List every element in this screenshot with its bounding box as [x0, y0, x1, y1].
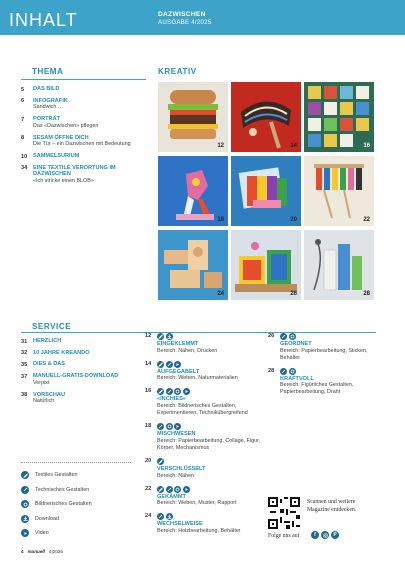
project-item[interactable]	[145, 333, 265, 355]
visual-art-icon	[21, 500, 29, 508]
toc-item[interactable]	[21, 86, 146, 93]
toc-subtitle: Sandwich …	[33, 104, 64, 111]
project-item[interactable]	[145, 423, 265, 452]
thema-list	[21, 86, 146, 190]
visual-art-icon	[289, 333, 296, 340]
project-area: Bereich: Figürliches Gestalten, Papierbearbeitung, Draht	[280, 382, 354, 396]
instagram-icon[interactable]	[321, 531, 329, 539]
textile-icon	[21, 471, 29, 479]
qr-caption: Scannen und weitere Magazine entdecken.	[307, 499, 357, 513]
project-page-number: 12	[145, 333, 152, 339]
toc-page-number: 8	[21, 135, 25, 142]
photo-paper-sculpture[interactable]	[158, 156, 228, 226]
issue-name: DAZWISCHEN	[158, 11, 206, 18]
toc-item[interactable]	[21, 350, 131, 357]
project-title: EINGEKLEMMT	[157, 341, 199, 347]
toc-title: SAMMELSURIUM	[33, 153, 80, 160]
download-icon	[166, 513, 173, 520]
photo-page-number: 12	[217, 143, 224, 149]
video-icon	[183, 388, 190, 395]
photo-woven-bands[interactable]	[304, 156, 374, 226]
toc-subtitle: Verpixt	[33, 379, 50, 386]
project-area: Bereich: Holzbearbeitung, Behälter	[157, 528, 241, 535]
follow-label: Folge uns auf	[268, 533, 300, 539]
toc-title: EINE TEXTILE VERORTUNG IM DAZWISCHEN	[33, 164, 116, 178]
issue-number: AUSGABE 4/2025	[158, 19, 212, 26]
project-title: GEKÄMMT	[157, 493, 186, 500]
photo-page-number: 20	[290, 217, 297, 223]
legend-divider	[21, 462, 131, 463]
textile-icon	[157, 333, 164, 340]
toc-page-number: 34	[21, 165, 28, 172]
category-icons	[157, 388, 265, 395]
textile-icon	[157, 486, 164, 493]
toc-title: INFOGRAFIK	[33, 97, 68, 104]
textile-icon	[157, 361, 164, 368]
project-title: AUFGEGABELT	[157, 368, 200, 375]
project-area: Bereich: Weben, Muster, Rapport	[157, 500, 237, 507]
toc-page-number: 5	[21, 86, 25, 93]
toc-page-number: 32	[21, 350, 28, 357]
toc-title: 10 JAHRE KREANDO	[33, 349, 90, 356]
toc-title: DIES & DAS	[33, 361, 66, 368]
photo-page-number: 22	[363, 217, 370, 223]
photo-page-number: 28	[363, 291, 370, 297]
legend-item	[21, 500, 131, 508]
project-area: Bereich: Bildnerisches Gestalten, Experimentieren, Technikübergreifend	[157, 403, 248, 417]
category-icons	[157, 423, 265, 430]
project-page-number: 20	[145, 457, 152, 464]
technical-icon	[166, 486, 173, 493]
icon-legend	[21, 471, 131, 544]
project-item[interactable]	[145, 388, 265, 417]
project-page-number: 16	[145, 388, 152, 395]
project-item[interactable]	[145, 361, 265, 383]
project-item[interactable]	[145, 513, 265, 535]
project-title: MISCHWESEN	[157, 431, 196, 438]
video-icon	[21, 529, 29, 537]
toc-page-number: 37	[21, 373, 28, 380]
thema-divider	[21, 79, 146, 80]
legend-label: Technisches Gestalten	[35, 486, 90, 493]
technical-icon	[166, 361, 173, 368]
photo-felt-burger[interactable]	[158, 82, 228, 152]
photo-wooden-blocks[interactable]	[158, 230, 228, 300]
project-item[interactable]	[145, 458, 265, 480]
toc-title: SESAM ÖFFNE DICH	[33, 134, 89, 141]
project-page-number: 22	[145, 485, 152, 492]
photo-page-number: 14	[290, 143, 297, 149]
video-icon	[183, 486, 190, 493]
project-list-right	[268, 333, 378, 402]
textile-icon	[157, 388, 164, 395]
footer-brand: manuell	[27, 549, 45, 554]
toc-title: DAS BILD	[33, 86, 60, 92]
issue-info	[158, 11, 211, 26]
project-area: Bereich: Papierbearbeitung, Sticken, Behälter	[280, 347, 368, 361]
download-icon	[166, 333, 173, 340]
project-title: GEORDNET	[280, 341, 312, 347]
footer-page-number: 4	[21, 549, 24, 554]
kreativ-photo-grid	[158, 82, 374, 300]
kreativ-heading: KREATIV	[158, 67, 197, 76]
toc-title: VORSCHAU	[33, 391, 66, 398]
service-heading: SERVICE	[32, 322, 72, 331]
project-area: Bereich: Weben, Naturmaterialien	[157, 375, 238, 382]
project-item[interactable]	[145, 486, 265, 508]
toc-page-number: 38	[21, 392, 28, 399]
photo-woven-fibres[interactable]	[231, 82, 301, 152]
photo-page-number: 16	[363, 143, 370, 149]
visual-art-icon	[289, 368, 296, 375]
legend-label: Textiles Gestalten	[35, 472, 78, 478]
legend-item	[21, 486, 131, 494]
textile-icon	[157, 458, 164, 465]
photo-page-number: 24	[217, 291, 224, 297]
toc-title: MANUELL-GRATIS-DOWNLOAD	[33, 373, 119, 380]
category-icons	[157, 361, 265, 368]
category-icons	[280, 368, 378, 375]
photo-colour-folders[interactable]	[231, 156, 301, 226]
project-title: KRAFTVOLL	[280, 375, 314, 382]
category-icons	[157, 458, 265, 465]
project-area: Bereich: Nähen	[157, 472, 195, 479]
qr-code[interactable]	[268, 497, 300, 529]
toc-item[interactable]	[21, 373, 131, 386]
toc-title: PORTRÄT	[33, 116, 61, 123]
toc-item[interactable]	[21, 135, 146, 148]
toc-subtitle: Die Tür – ein Dazwischen mit Bedeutung	[33, 141, 131, 148]
photo-page-number: 18	[217, 217, 224, 223]
project-title: VERSCHLÜSSELT	[157, 465, 206, 472]
toc-title: HERZLICH	[33, 338, 62, 344]
legend-label: Download	[35, 515, 59, 522]
toc-item[interactable]	[21, 361, 131, 368]
technical-icon	[157, 513, 164, 520]
visual-art-icon	[174, 388, 181, 395]
technical-icon	[21, 486, 29, 494]
technical-icon	[280, 368, 287, 375]
toc-item[interactable]	[21, 338, 131, 345]
video-icon	[174, 361, 181, 368]
project-page-number: 14	[145, 360, 152, 367]
project-area: Bereich: Papierbearbeitung, Collage, Figur, Körper, Mechanismus	[157, 437, 261, 451]
page-title: INHALT	[9, 10, 78, 30]
legend-item	[21, 471, 131, 479]
legend-label: Bildnerisches Gestalten	[35, 501, 92, 507]
toc-item[interactable]	[21, 392, 131, 405]
category-icons	[157, 513, 265, 520]
legend-label: Video	[35, 530, 49, 536]
photo-mini-stage[interactable]	[231, 230, 301, 300]
video-icon	[174, 423, 181, 430]
visual-art-icon	[166, 423, 173, 430]
toc-page-number: 7	[21, 116, 25, 123]
toc-item[interactable]	[21, 153, 146, 160]
project-title: WECHSELWEISE	[157, 521, 203, 528]
category-icons	[157, 333, 265, 340]
legend-item	[21, 515, 131, 523]
toc-page-number: 6	[21, 98, 25, 105]
thema-heading: THEMA	[32, 67, 64, 76]
footer-issue: 4|2025	[48, 549, 63, 554]
project-page-number: 26	[268, 333, 275, 339]
technical-icon	[280, 333, 287, 340]
service-list	[21, 338, 131, 410]
category-icons	[157, 486, 265, 493]
photo-page-number: 26	[290, 291, 297, 297]
photo-wire-figures[interactable]	[304, 230, 374, 300]
page-footer	[21, 549, 63, 554]
toc-item[interactable]	[21, 116, 146, 129]
project-item[interactable]	[268, 368, 378, 397]
facebook-icon[interactable]: f	[311, 531, 319, 539]
toc-item[interactable]	[21, 165, 146, 185]
project-list-middle	[145, 333, 265, 541]
technical-icon	[166, 388, 173, 395]
photo-painted-tiles[interactable]	[304, 82, 374, 152]
header-band	[0, 0, 405, 35]
project-page-number: 28	[268, 367, 275, 374]
project-item[interactable]	[268, 333, 378, 362]
toc-subtitle: Natürlich	[33, 398, 55, 405]
legend-item	[21, 529, 131, 537]
toc-subtitle: Das «Dazwischen» pflegen	[33, 122, 99, 129]
toc-page-number: 31	[21, 338, 28, 345]
social-links	[311, 531, 339, 539]
project-title: «INCHIES»	[157, 396, 186, 403]
download-icon	[21, 515, 29, 523]
project-area: Bereich: Nähen, Drucken	[157, 347, 218, 354]
toc-item[interactable]	[21, 98, 146, 111]
toc-page-number: 35	[21, 361, 28, 368]
project-page-number: 18	[145, 423, 152, 430]
pinterest-icon[interactable]: P	[331, 531, 339, 539]
toc-page-number: 10	[21, 153, 28, 160]
toc-subtitle: «Ich stricke einen BLOB»	[33, 178, 94, 185]
technical-icon	[157, 423, 164, 430]
visual-art-icon	[174, 486, 181, 493]
project-page-number: 24	[145, 513, 152, 520]
category-icons	[280, 333, 378, 340]
